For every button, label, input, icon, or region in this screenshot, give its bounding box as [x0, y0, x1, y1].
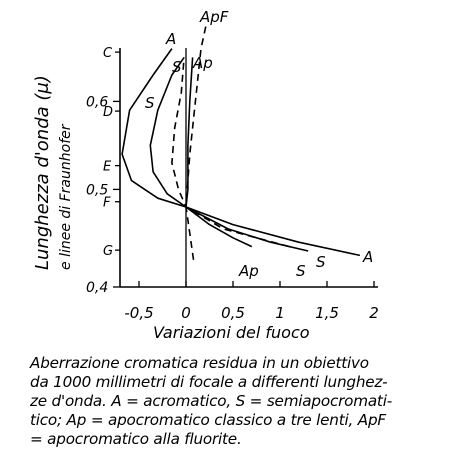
chart-labels	[32, 8, 379, 342]
x-tick-label: 2	[369, 304, 379, 322]
curve-s	[150, 57, 308, 251]
y-axis-title: Lunghezza d'onda (μ)	[32, 75, 53, 270]
series-label: ApF	[200, 8, 229, 26]
x-axis-title: Variazioni del fuoco	[153, 323, 310, 342]
x-tick-label: -0,5	[124, 304, 154, 322]
y-tick-label: 0,4	[86, 280, 109, 296]
curve-a	[122, 49, 360, 256]
fraunhofer-line-label: F	[103, 195, 111, 211]
series-label: Ap	[193, 54, 213, 72]
fraunhofer-line-label: C	[103, 46, 113, 62]
x-tick-label: 1	[275, 304, 285, 322]
caption-line: da 1000 millimetri di focale a differenti lunghez-	[30, 373, 388, 391]
x-tick-label: 0,5	[221, 304, 245, 322]
fraunhofer-line-label: G	[103, 244, 114, 260]
series-label: S	[145, 94, 155, 112]
caption-line: ze d'onda. A = acromatico, S = semiapocromati-	[30, 392, 392, 410]
series-label: A	[166, 30, 177, 48]
fraunhofer-line-label: D	[103, 105, 114, 121]
chart-curves	[122, 22, 360, 260]
series-label: S	[316, 253, 326, 271]
fraunhofer-line-label: E	[103, 159, 112, 175]
y-tick-label: 0,6	[86, 94, 109, 111]
caption-line: tico; Ap = apocromatico classico a tre lenti, ApF	[30, 411, 386, 429]
caption-line: Aberrazione cromatica residua in un obiettivo	[30, 354, 369, 372]
series-label: A	[363, 248, 374, 266]
y-tick-label: 0,5	[86, 182, 109, 199]
y-axis-subtitle: e linee di Fraunhofer	[58, 124, 74, 270]
series-label: S	[172, 58, 182, 76]
series-label: S	[296, 262, 306, 280]
x-tick-label: 1,5	[315, 304, 339, 322]
curve-ap	[186, 57, 252, 246]
caption-line: = apocromatico alla fluorite.	[30, 430, 242, 448]
series-label: Ap	[239, 262, 259, 280]
figure-caption	[30, 354, 430, 449]
x-tick-label: 0	[181, 304, 191, 322]
